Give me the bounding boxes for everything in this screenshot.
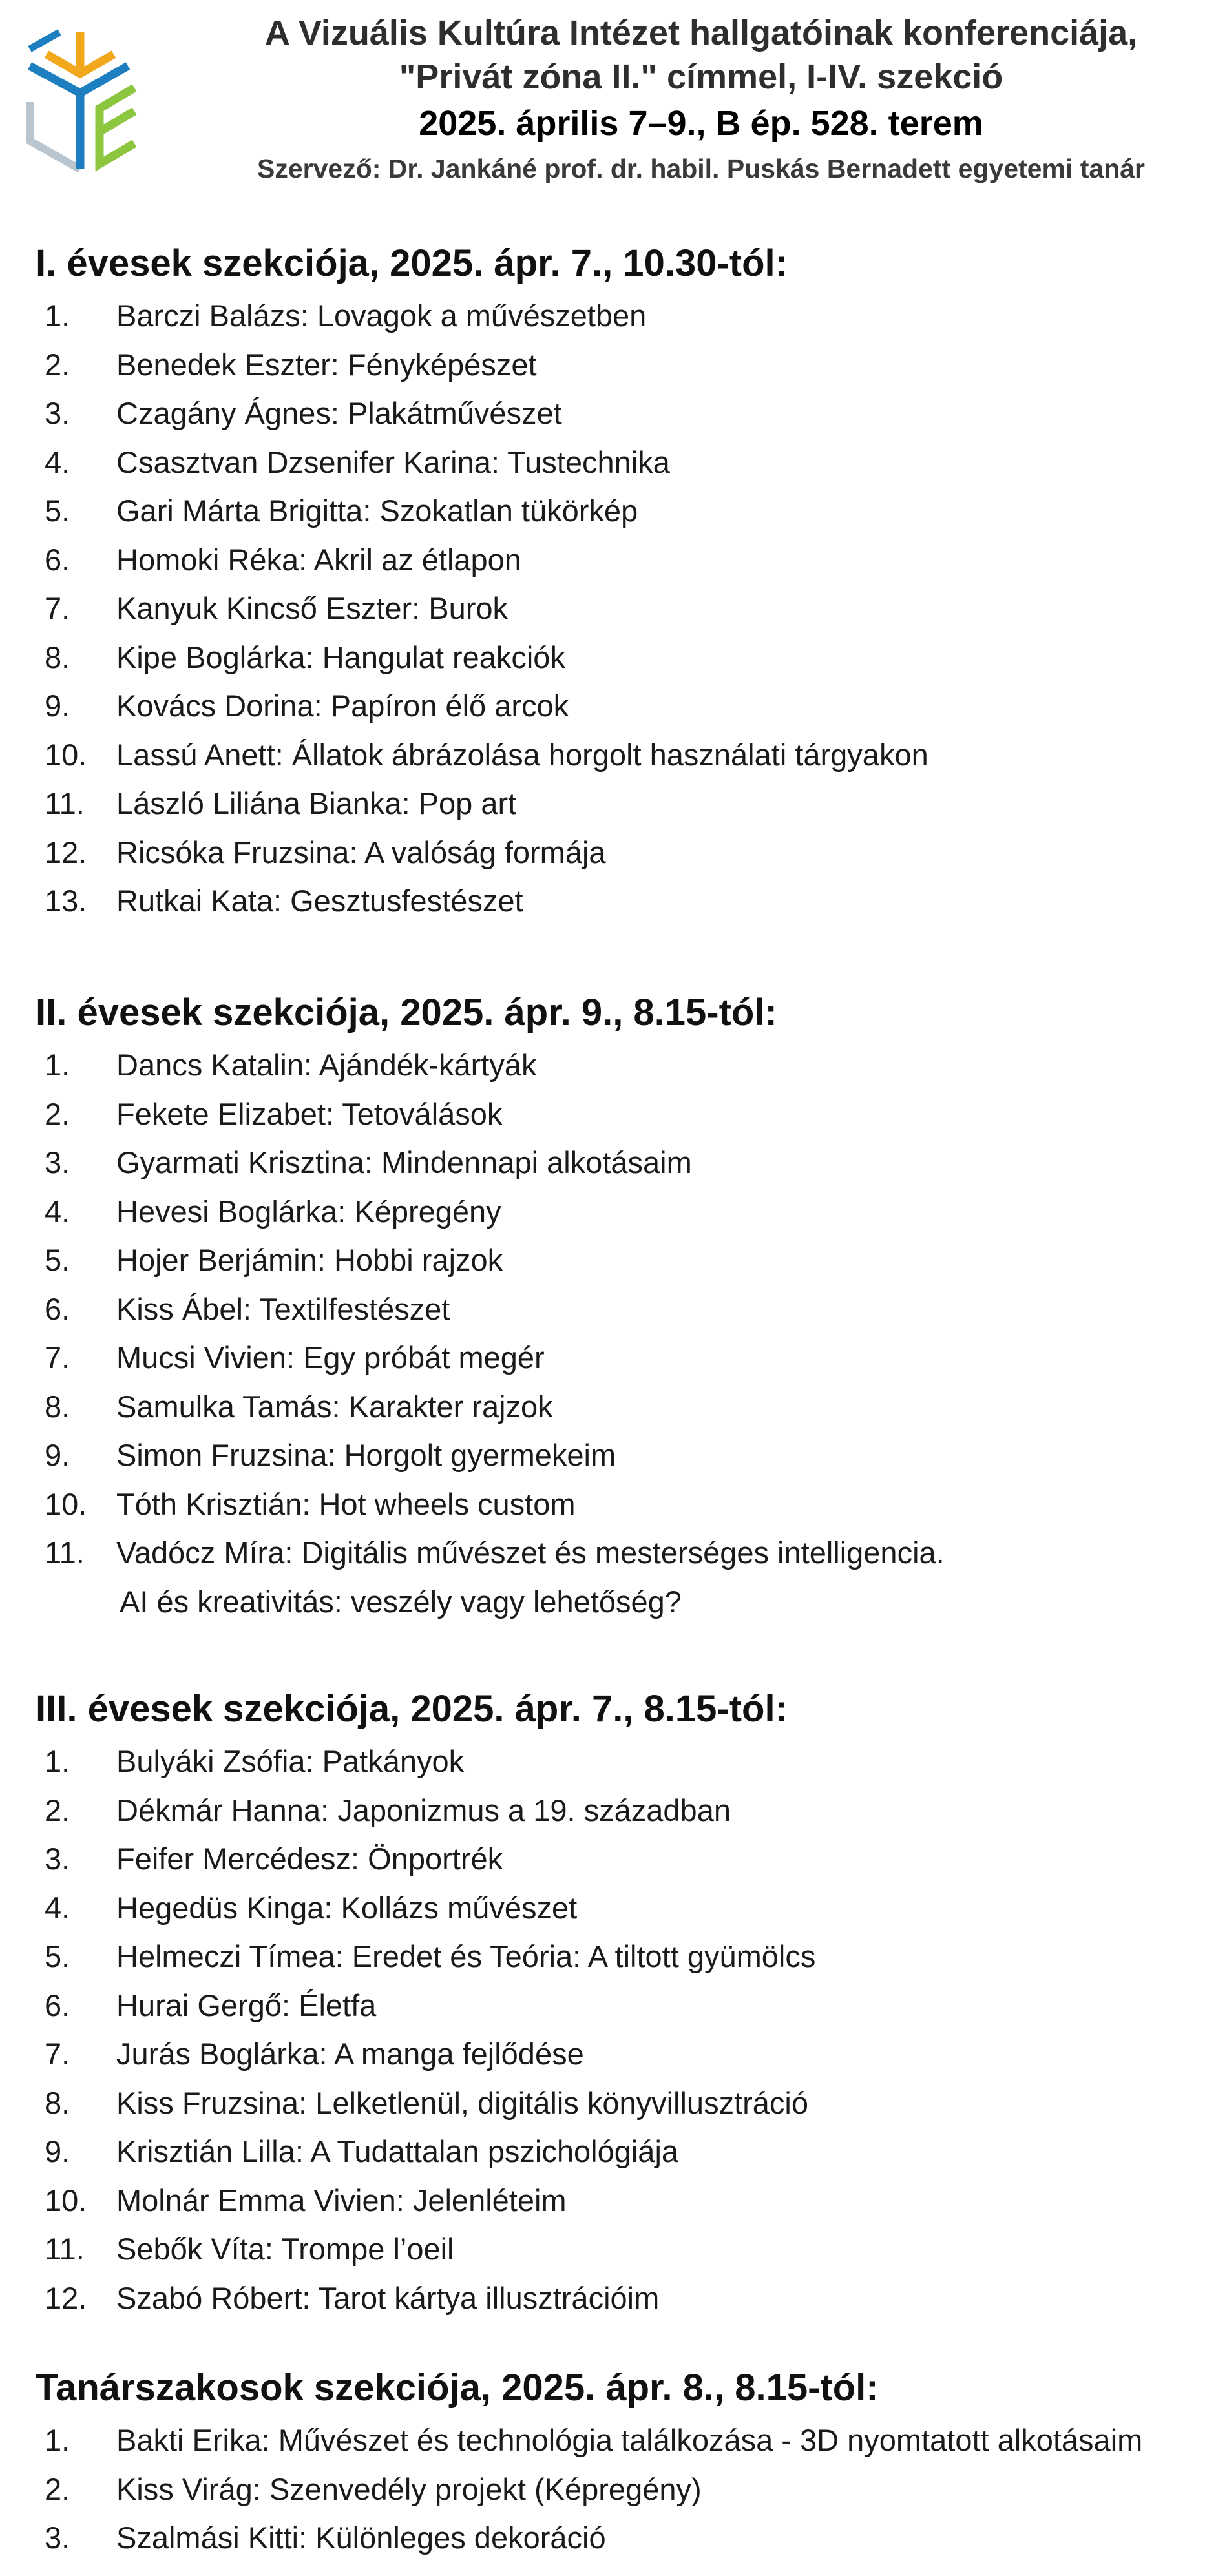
header-date-venue: 2025. április 7–9., B ép. 528. terem: [419, 104, 983, 143]
item-text: Ricsóka Fruzsina: A valóság formája: [116, 835, 606, 869]
item-number: 1.: [45, 2423, 70, 2457]
item-text: Kiss Ábel: Textilfestészet: [116, 1291, 450, 1326]
list-item: [36, 291, 1211, 340]
list-item: [36, 1333, 1211, 1382]
list-item: [36, 633, 1211, 682]
section-second-year: [36, 985, 1211, 1626]
list-item-continuation: [36, 1577, 1211, 1626]
item-text: Vadócz Míra: Digitális művészet és mesterséges intelligencia.: [116, 1535, 945, 1570]
item-text: Feifer Mercédesz: Önportrék: [116, 1842, 503, 1876]
list-item: [36, 2127, 1211, 2176]
item-text: Krisztián Lilla: A Tudattalan pszichológiája: [116, 2134, 679, 2168]
item-text: Simon Fruzsina: Horgolt gyermekeim: [116, 1438, 616, 1472]
item-number: 3.: [45, 1842, 70, 1876]
item-text: Kipe Boglárka: Hangulat reakciók: [116, 639, 565, 674]
list-item: [36, 2416, 1211, 2465]
item-number: 6.: [45, 1291, 70, 1326]
item-text: Molnár Emma Vivien: Jelenléteim: [116, 2183, 567, 2218]
list-item: [36, 2030, 1211, 2079]
item-text: AI és kreativitás: veszély vagy lehetőség?: [120, 1584, 682, 1619]
list-item: [36, 731, 1211, 780]
item-text: Czagány Ágnes: Plakátművészet: [116, 396, 562, 430]
list-item: [36, 1932, 1211, 1981]
item-number: 4.: [45, 1890, 70, 1925]
section-title: Tanárszakosok szekciója, 2025. ápr. 8., 8.15-tól:: [36, 2367, 879, 2409]
item-number: 13.: [45, 884, 87, 918]
item-number: 10.: [45, 2183, 87, 2218]
header-title-line2: "Privát zóna II." címmel, I-IV. szekció: [399, 57, 1003, 96]
item-number: 10.: [45, 737, 87, 772]
item-text: Gyarmati Krisztina: Mindennapi alkotásaim: [116, 1145, 692, 1179]
item-text: Kiss Virág: Szenvedély projekt (Képregény): [116, 2471, 702, 2506]
item-number: 7.: [45, 2037, 70, 2071]
list-item: [36, 1737, 1211, 1786]
item-number: 8.: [45, 2085, 70, 2120]
item-text: Bakti Erika: Művészet és technológia találkozása - 3D nyomtatott alkotásaim: [116, 2423, 1143, 2457]
section-third-year: [36, 1681, 1211, 2322]
item-number: 12.: [45, 2280, 87, 2315]
list-item: [36, 779, 1211, 828]
institute-logo-icon: [21, 26, 153, 174]
item-text: Benedek Eszter: Fényképészet: [116, 347, 537, 382]
section-title: I. évesek szekciója, 2025. ápr. 7., 10.30-tól:: [36, 242, 788, 284]
item-number: 6.: [45, 1988, 70, 2022]
item-number: 11.: [45, 1535, 85, 1570]
list-item: [36, 2465, 1211, 2514]
section-first-year: [36, 236, 1211, 926]
item-text: Rutkai Kata: Gesztusfestészet: [116, 884, 523, 918]
item-text: Lassú Anett: Állatok ábrázolása horgolt használati tárgyakon: [116, 737, 928, 772]
item-number: 9.: [45, 2134, 70, 2168]
item-text: Kiss Fruzsina: Lelketlenül, digitális könyvillusztráció: [116, 2085, 808, 2120]
item-text: Jurás Boglárka: A manga fejlődése: [116, 2037, 584, 2071]
item-number: 8.: [45, 639, 70, 674]
item-number: 2.: [45, 1096, 70, 1131]
list-item: [36, 1236, 1211, 1285]
item-text: Szalmási Kitti: Különleges dekoráció: [116, 2520, 606, 2555]
list-item: [36, 2176, 1211, 2225]
list-item: [36, 1834, 1211, 1884]
item-text: Kanyuk Kincső Eszter: Burok: [116, 591, 509, 625]
list-item: [36, 486, 1211, 535]
item-text: Helmeczi Tímea: Eredet és Teória: A tiltott gyümölcs: [116, 1939, 816, 1973]
item-text: Dancs Katalin: Ajándék-kártyák: [116, 1048, 537, 1082]
item-number: 2.: [45, 347, 70, 382]
list-item: [36, 828, 1211, 877]
list-item: [36, 1382, 1211, 1431]
item-number: 1.: [45, 298, 70, 333]
list-item: [36, 1090, 1211, 1139]
list-item: [36, 1285, 1211, 1334]
item-text: Barczi Balázs: Lovagok a művészetben: [116, 298, 647, 333]
item-text: Homoki Réka: Akril az étlapon: [116, 542, 521, 577]
list-item: [36, 1431, 1211, 1480]
item-number: 3.: [45, 1145, 70, 1179]
item-number: 9.: [45, 689, 70, 723]
item-number: 1.: [45, 1744, 70, 1778]
item-text: Dékmár Hanna: Japonizmus a 19. században: [116, 1792, 731, 1827]
item-number: 3.: [45, 396, 70, 430]
item-number: 11.: [45, 2232, 85, 2266]
item-text: László Liliána Bianka: Pop art: [116, 786, 517, 820]
item-number: 3.: [45, 2520, 70, 2555]
item-number: 6.: [45, 542, 70, 577]
item-number: 7.: [45, 591, 70, 625]
item-text: Sebők Víta: Trompe l’oeil: [116, 2232, 454, 2266]
item-number: 7.: [45, 1340, 70, 1375]
list-item: [36, 1884, 1211, 1933]
list-item: [36, 1480, 1211, 1529]
item-number: 5.: [45, 1243, 70, 1277]
list-item: [36, 584, 1211, 633]
item-number: 12.: [45, 835, 87, 869]
item-number: 2.: [45, 2471, 70, 2506]
section-title: II. évesek szekciója, 2025. ápr. 9., 8.15-tól:: [36, 992, 777, 1034]
list-item: [36, 535, 1211, 585]
item-number: 5.: [45, 1939, 70, 1973]
list-item: [36, 389, 1211, 438]
item-text: Bulyáki Zsófia: Patkányok: [116, 1744, 465, 1778]
list-item: [36, 1138, 1211, 1187]
item-number: 11.: [45, 786, 85, 820]
list-item: [36, 2225, 1211, 2274]
list-item: [36, 1041, 1211, 1090]
item-text: Samulka Tamás: Karakter rajzok: [116, 1389, 553, 1424]
item-text: Kovács Dorina: Papíron élő arcok: [116, 689, 569, 723]
list-item: [36, 2513, 1211, 2562]
item-number: 8.: [45, 1389, 70, 1424]
list-item: [36, 2274, 1211, 2323]
item-text: Hegedüs Kinga: Kollázs művészet: [116, 1890, 578, 1925]
item-text: Mucsi Vivien: Egy próbát megér: [116, 1340, 545, 1375]
list-item: [36, 877, 1211, 926]
list-item: [36, 1786, 1211, 1835]
item-text: Hurai Gergő: Életfa: [116, 1988, 377, 2022]
list-item: [36, 1528, 1211, 1577]
section-title: III. évesek szekciója, 2025. ápr. 7., 8.15-tól:: [36, 1688, 788, 1730]
item-number: 4.: [45, 1194, 70, 1229]
item-text: Gari Márta Brigitta: Szokatlan tükörkép: [116, 493, 638, 528]
item-number: 9.: [45, 1438, 70, 1472]
item-text: Tóth Krisztián: Hot wheels custom: [116, 1486, 576, 1521]
item-number: 2.: [45, 1792, 70, 1827]
list-item: [36, 1981, 1211, 2030]
item-text: Fekete Elizabet: Tetoválások: [116, 1096, 503, 1131]
list-item: [36, 340, 1211, 390]
list-item: [36, 438, 1211, 487]
list-item: [36, 1187, 1211, 1236]
list-item: [36, 681, 1211, 731]
item-number: 10.: [45, 1486, 87, 1521]
header-title-line1: A Vizuális Kultúra Intézet hallgatóinak konferenciája,: [264, 14, 1138, 52]
list-item: [36, 2079, 1211, 2128]
section-teacher-training: [36, 2360, 1211, 2562]
header-organizer: Szervező: Dr. Jankáné prof. dr. habil. Puskás Bernadett egyetemi tanár: [257, 154, 1145, 183]
item-number: 4.: [45, 444, 70, 479]
item-number: 5.: [45, 493, 70, 528]
item-number: 1.: [45, 1048, 70, 1082]
item-text: Hojer Berjámin: Hobbi rajzok: [116, 1243, 503, 1277]
item-text: Csasztvan Dzsenifer Karina: Tustechnika: [116, 444, 670, 479]
item-text: Szabó Róbert: Tarot kártya illusztrációim: [116, 2280, 660, 2315]
item-text: Hevesi Boglárka: Képregény: [116, 1194, 501, 1229]
